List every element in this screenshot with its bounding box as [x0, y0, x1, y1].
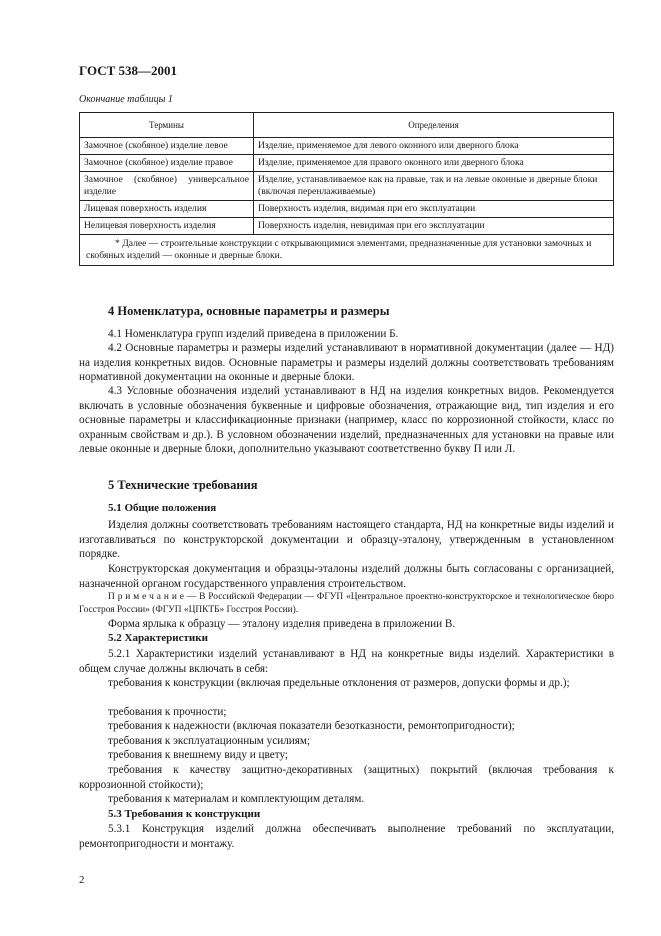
list-item: требования к качеству защитно-декоративных (защитных) покрытий (включая требования к коррозионной стойкости);	[79, 764, 614, 791]
column-header-definitions: Определения	[254, 113, 614, 138]
definition-cell: Изделие, применяемое для левого оконного или дверного блока	[254, 138, 614, 155]
definitions-table	[79, 112, 614, 266]
section-5-title: 5 Технические требования	[108, 478, 258, 492]
column-header-terms: Термины	[80, 113, 254, 138]
term-cell: Замочное (скобяное) изделие левое	[80, 138, 254, 155]
table-header-row	[80, 113, 614, 138]
paragraph-5-2-1: 5.2.1 Характеристики изделий устанавливают в НД на конкретные виды изделий. Характеристики в общем случае должны включать в себя:	[79, 648, 614, 675]
table-row	[80, 201, 614, 218]
paragraph-5-1-3: Форма ярлыка к образцу — эталону изделия приведена в приложении В.	[108, 618, 456, 630]
table-row	[80, 138, 614, 155]
list-item: требования к материалам и комплектующим деталям.	[108, 793, 365, 805]
paragraph-4-2: 4.2 Основные параметры и размеры изделий устанавливают в нормативной документации (далее — НД) на изделия конкретных видов. Основные параметры и размеры изделий должны соответствовать требованиям нормативной документации на оконные и дверные блоки.	[79, 342, 614, 384]
term-cell: Нелицевая поверхность изделия	[80, 218, 254, 235]
definition-cell: Изделие, устанавливаемое как на правые, так и на левые оконные и дверные блоки (включая перенлаживаемые)	[254, 172, 614, 201]
list-item: требования к эксплуатационным усилиям;	[108, 735, 311, 747]
paragraph-4-1: 4.1 Номенклатура групп изделий приведена в приложении Б.	[108, 328, 399, 340]
paragraph-5-1-1: Изделия должны соответствовать требованиям настоящего стандарта, НД на конкретные виды изделий и изготавливаться по конструкторской документации и образцу-эталону, утвержденным в установленном порядке.	[79, 519, 614, 561]
list-item: требования к внешнему виду и цвету;	[108, 749, 288, 761]
term-cell: Замочное (скобяное) универсальное изделие	[80, 172, 254, 201]
list-item: требования к надежности (включая показатели безотказности, ремонтопригодности);	[108, 720, 515, 732]
document-header: ГОСТ 538—2001	[79, 63, 178, 78]
note-5-1: П р и м е ч а н и е — В Российской Федерации — ФГУП «Центральное проектно-конструкторское и технологическое бюро Госстроя России» (ФГУП «ЦПКТБ» Госстроя России).	[79, 592, 614, 615]
definition-cell: Поверхность изделия, видимая при его эксплуатации	[254, 201, 614, 218]
paragraph-5-3-1: 5.3.1 Конструкция изделий должна обеспечивать выполнение требований по эксплуатации, ремонтопригодности и монтажу.	[79, 823, 614, 850]
list-item: требования к прочности;	[108, 706, 227, 718]
table-footnote: * Далее — строительные конструкции с открывающимися элементами, предназначенные для установки замочных и скобяных изделий — оконные и дверные блоки.	[80, 235, 614, 266]
paragraph-5-1-2: Конструкторская документация и образцы-эталоны изделий должны быть согласованы с организацией, назначенной органом государственного управления строительством.	[79, 563, 614, 590]
subsection-5-1-title: 5.1 Общие положения	[108, 502, 217, 514]
definition-cell: Изделие, применяемое для правого оконного или дверного блока	[254, 155, 614, 172]
list-item: требования к конструкции (включая предельные отклонения от размеров, допуски формы и др.);	[108, 677, 570, 689]
page-number: 2	[79, 874, 85, 886]
subsection-5-2-title: 5.2 Характеристики	[108, 632, 208, 644]
term-cell: Замочное (скобяное) изделие правое	[80, 155, 254, 172]
table-row	[80, 172, 614, 201]
paragraph-4-3: 4.3 Условные обозначения изделий устанавливают в НД на изделия конкретных видов. Рекомендуется включать в условные обозначения буквенные и цифровые обозначения, отражающие вид, тип изделия и его основные параметры и классификационные признаки (например, класс по коррозионной стойкости, класс по охранным свойствам и др.). В условном обозначении изделий, предназначенных для установки на правые или левые оконные и дверные блоки, дополнительно указывают соответственно букву П или Л.	[79, 385, 614, 456]
term-cell: Лицевая поверхность изделия	[80, 201, 254, 218]
definition-cell: Поверхность изделия, невидимая при его эксплуатации	[254, 218, 614, 235]
table-footnote-row	[80, 235, 614, 266]
table-row	[80, 218, 614, 235]
table-caption: Окончание таблицы 1	[79, 94, 173, 105]
section-4-title: 4 Номенклатура, основные параметры и размеры	[108, 304, 390, 318]
table-row	[80, 155, 614, 172]
subsection-5-3-title: 5.3 Требования к конструкции	[108, 808, 261, 820]
